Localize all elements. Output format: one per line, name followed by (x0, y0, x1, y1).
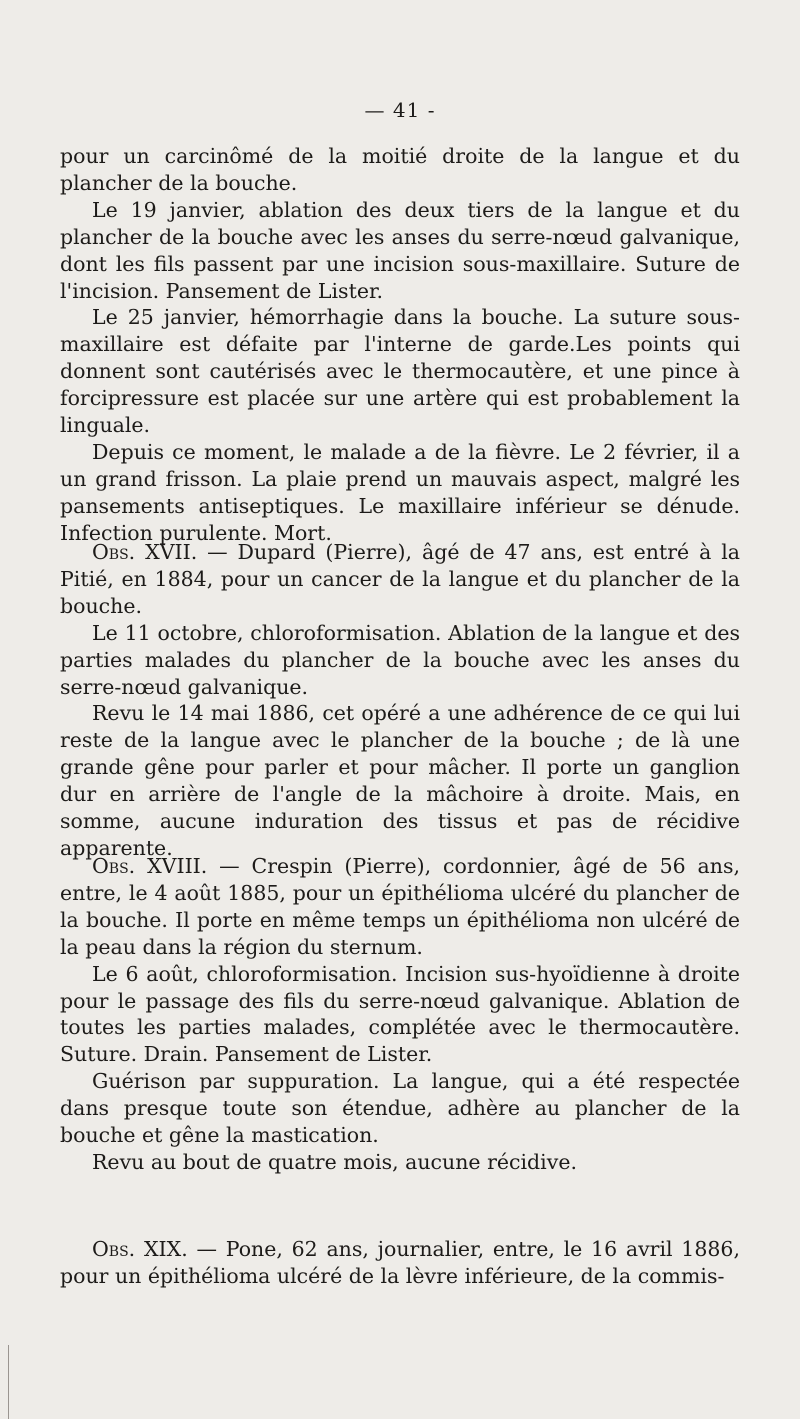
paragraph: Le 6 août, chloroformisation. Incision sus-hyoïdienne à droite pour le passage des fils du serre-nœud galvanique. Ablation de toutes les parties malades, complétée avec le thermocautère. Suture. Drain. Pansement de Lister. (60, 961, 740, 1067)
observation-intro-text: — Dupard (Pierre), âgé de 47 ans, est entré à la Pitié, en 1884, pour un cancer de la langue et du plancher de la bouche. (60, 540, 740, 618)
observation-intro-text: — Crespin (Pierre), cordonnier, âgé de 56 ans, entre, le 4 août 1885, pour un épithélioma ulcéré du plancher de la bouche. Il porte en même temps un épithélioma non ulcéré de la peau dans la région du sternum. (60, 854, 740, 959)
paragraph: Guérison par suppuration. La langue, qui a été respectée dans presque toute son étendue, adhère au plancher de la bouche et gêne la mastication. (60, 1069, 740, 1148)
page-number: — 41 - (364, 98, 436, 122)
observation-xvii (60, 539, 740, 862)
observation-intro-text: — Pone, 62 ans, journalier, entre, le 16 avril 1886, pour un épithélioma ulcéré de la lèvre inférieure, de la commis- (60, 1237, 740, 1288)
case-continuation (60, 143, 740, 547)
observation-label: Obs. XVII. (92, 540, 198, 564)
observation-intro (60, 853, 740, 961)
observation-xix (60, 1236, 740, 1290)
observation-label: Obs. XVIII. (92, 854, 208, 878)
paragraph: pour un carcinômé de la moitié droite de la langue et du plancher de la bouche. (60, 144, 740, 195)
observation-intro (60, 539, 740, 620)
paragraph: Le 25 janvier, hémorrhagie dans la bouche. La suture sous-maxillaire est défaite par l'interne de garde.Les points qui donnent sont cautérisés avec le thermocautère, et une pince à forcipressure est placée sur une artère qui est probablement la linguale. (60, 305, 740, 438)
paragraph: Le 19 janvier, ablation des deux tiers de la langue et du plancher de la bouche avec les anses du serre-nœud galvanique, dont les fils passent par une incision sous-maxillaire. Suture de l'incision. Pansement de Lister. (60, 197, 740, 303)
observation-intro (60, 1236, 740, 1290)
observation-xviii (60, 853, 740, 1176)
paragraph: Le 11 octobre, chloroformisation. Ablation de la langue et des parties malades du plancher de la bouche avec les anses du serre-nœud galvanique. (60, 620, 740, 699)
observation-label: Obs. XIX. (92, 1237, 188, 1261)
paragraph: Depuis ce moment, le malade a de la fièvre. Le 2 février, il a un grand frisson. La plaie prend un mauvais aspect, malgré les pansements antiseptiques. Le maxillaire inférieur se dénude. Infection purulente. Mort. (60, 439, 740, 545)
binding-edge (8, 1345, 9, 1419)
paragraph: Revu au bout de quatre mois, aucune récidive. (92, 1149, 577, 1174)
paragraph: Revu le 14 mai 1886, cet opéré a une adhérence de ce qui lui reste de la langue avec le plancher de la bouche ; de là une grande gêne pour parler et pour mâcher. Il porte un ganglion dur en arrière de l'angle de la mâchoire à droite. Mais, en somme, aucune induration des tissus et pas de récidive apparente. (60, 701, 740, 860)
